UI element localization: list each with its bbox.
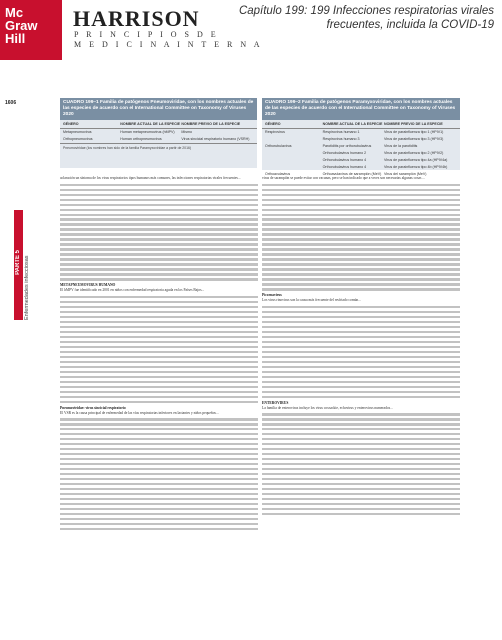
table-row — [262, 129, 460, 136]
table-cell: Virus de la parotiditis — [384, 144, 418, 148]
table-row — [262, 164, 460, 171]
table-footnote: Pneumoviridae (los nombres han sido de la familia Paramyxoviridae a partir de 2016) — [60, 143, 257, 152]
table-cell: Respirovirus — [265, 130, 285, 134]
table-cell: Orthopneumovirus — [63, 137, 93, 141]
table-cell: Virus de parainfluenza tipo 4b (HPIV4b) — [384, 165, 448, 169]
table-cell: Virus sincicial respiratorio humano (VSRH) — [181, 137, 250, 141]
column-header: NOMBRE ACTUAL DE LA ESPECIE — [120, 122, 181, 126]
table-row — [262, 157, 460, 164]
paragraph: Los virus rinovirus son la causa más frecuente del resfriado común... — [262, 298, 361, 303]
table-title: CUADRO 199–1 Familia de patógenos Pneumoviridae, con los nombres actuales de las especies de acuerdo con el International Committee on Taxonomy of Viruses 2020 — [60, 98, 257, 120]
table-title: CUADRO 199–2 Familia de patógenos Paramyxoviridae, con los nombres actuales de las especies de acuerdo con el International Committee on Taxonomy of Viruses 2020 — [262, 98, 460, 120]
table-cell: Mismo — [181, 130, 192, 134]
table-cell: Human orthopneumovirus — [120, 137, 162, 141]
book-title: HARRISON — [73, 6, 200, 31]
table-cell — [265, 137, 323, 142]
table-cell: Metapneumovirus — [63, 130, 92, 134]
table-cell: Virus de parainfluenza tipo 3 (HPIV3) — [384, 137, 444, 141]
chapter-title: Capítulo 199: 199 Infecciones respiratorias virales frecuentes, incluida la COVID-19 — [238, 5, 494, 31]
paragraph: aclaración un síntoma de los virus respiratorios tipos humanos más comunes, las infecciones respiratorias virales frecuentes... — [60, 176, 241, 180]
table-cell: Orthoavulavirus de sarampión (MeV) — [322, 172, 382, 176]
subtitle-line-2: M E D I C I N A I N T E R N A — [74, 40, 263, 49]
table-row — [262, 150, 460, 157]
table-cell: Human metapneumovirus (hMPV) — [120, 130, 175, 134]
table-row — [60, 129, 257, 136]
paragraph: La familia de enterovirus incluye los virus coxsackie, echovirus y enterovirus numerados... — [262, 405, 393, 410]
table-header-row — [262, 120, 460, 129]
body-column-right — [262, 176, 460, 518]
header-bar — [0, 0, 502, 48]
column-header: GÉNERO — [265, 122, 281, 126]
part-sidebar — [14, 210, 30, 320]
logo-line-3: Hill — [5, 31, 26, 46]
table-cell: Respirovirus humano 3 — [322, 137, 360, 141]
table-cell: Orthoavulavirus — [265, 172, 291, 176]
table-row — [262, 143, 460, 150]
column-header: NOMBRE ACTUAL DE LA ESPECIE — [322, 122, 383, 126]
column-header: GÉNERO — [63, 122, 79, 126]
table-cell: Parotiditis por orthorubulavirus — [322, 144, 372, 148]
section-heading: METAPNEUMOVIRUS HUMANO — [60, 283, 116, 288]
table-row — [60, 136, 257, 143]
table-paramyxoviridae — [262, 98, 460, 176]
table-header-row — [60, 120, 257, 129]
paragraph: virus de sarampión se puede evitar con vacunas, pero se han indicado que a veces son necesarias algunas cosas ... — [262, 176, 425, 180]
column-header: NOMBRE PREVIO DE LA ESPECIE — [181, 122, 241, 126]
table-cell: Orthorubulavirus humano 2 — [322, 151, 367, 155]
table-cell: Virus del sarampión (MeV) — [384, 172, 427, 176]
table-cell — [265, 151, 323, 156]
book-subtitle — [74, 30, 263, 50]
paragraph: El VSR es la causa principal de enfermedad de las vías respiratorias inferiores en lactantes y niños pequeños... — [60, 410, 219, 415]
page-number: 1606 — [5, 100, 17, 106]
table-cell — [265, 158, 323, 163]
table-cell: Virus de parainfluenza tipo 1 (HPIV1) — [384, 130, 444, 134]
table-cell: Virus de parainfluenza tipo 4a (HPIV4a) — [384, 158, 448, 162]
table-cell — [265, 165, 323, 170]
logo-line-1: Mc — [5, 5, 24, 20]
subtitle-line-1: P R I N C I P I O S D E — [74, 30, 219, 39]
logo-line-2: Graw — [5, 18, 38, 33]
section-heading: Pneumoviridae: virus sincicial respiratorio — [60, 405, 126, 410]
section-heading: ENTEROVIRUS — [262, 400, 289, 405]
part-label: PARTE 5 — [15, 250, 21, 275]
table-row — [262, 136, 460, 143]
column-header: NOMBRE PREVIO DE LA ESPECIE — [384, 122, 443, 126]
paragraph: El hMPV fue identificado en 2001 en niños con enfermedad respiratoria aguda en los Países Bajos... — [60, 288, 205, 293]
section-heading: Picornavirus — [262, 293, 282, 298]
table-cell: Orthorubulavirus — [265, 144, 292, 148]
section-label: Enfermedades infecciosas — [24, 255, 30, 320]
table-cell: Virus de parainfluenza tipo 2 (HPIV2) — [384, 151, 444, 155]
body-column-left — [60, 176, 258, 533]
table-cell: Respirovirus humano 1 — [322, 130, 360, 134]
table-pneumoviridae — [60, 98, 257, 168]
table-cell: Orthorubulavirus humano 4 — [322, 158, 367, 162]
table-cell: Orthorubulavirus humano 4 — [322, 165, 367, 169]
mcgraw-hill-logo — [0, 0, 62, 60]
